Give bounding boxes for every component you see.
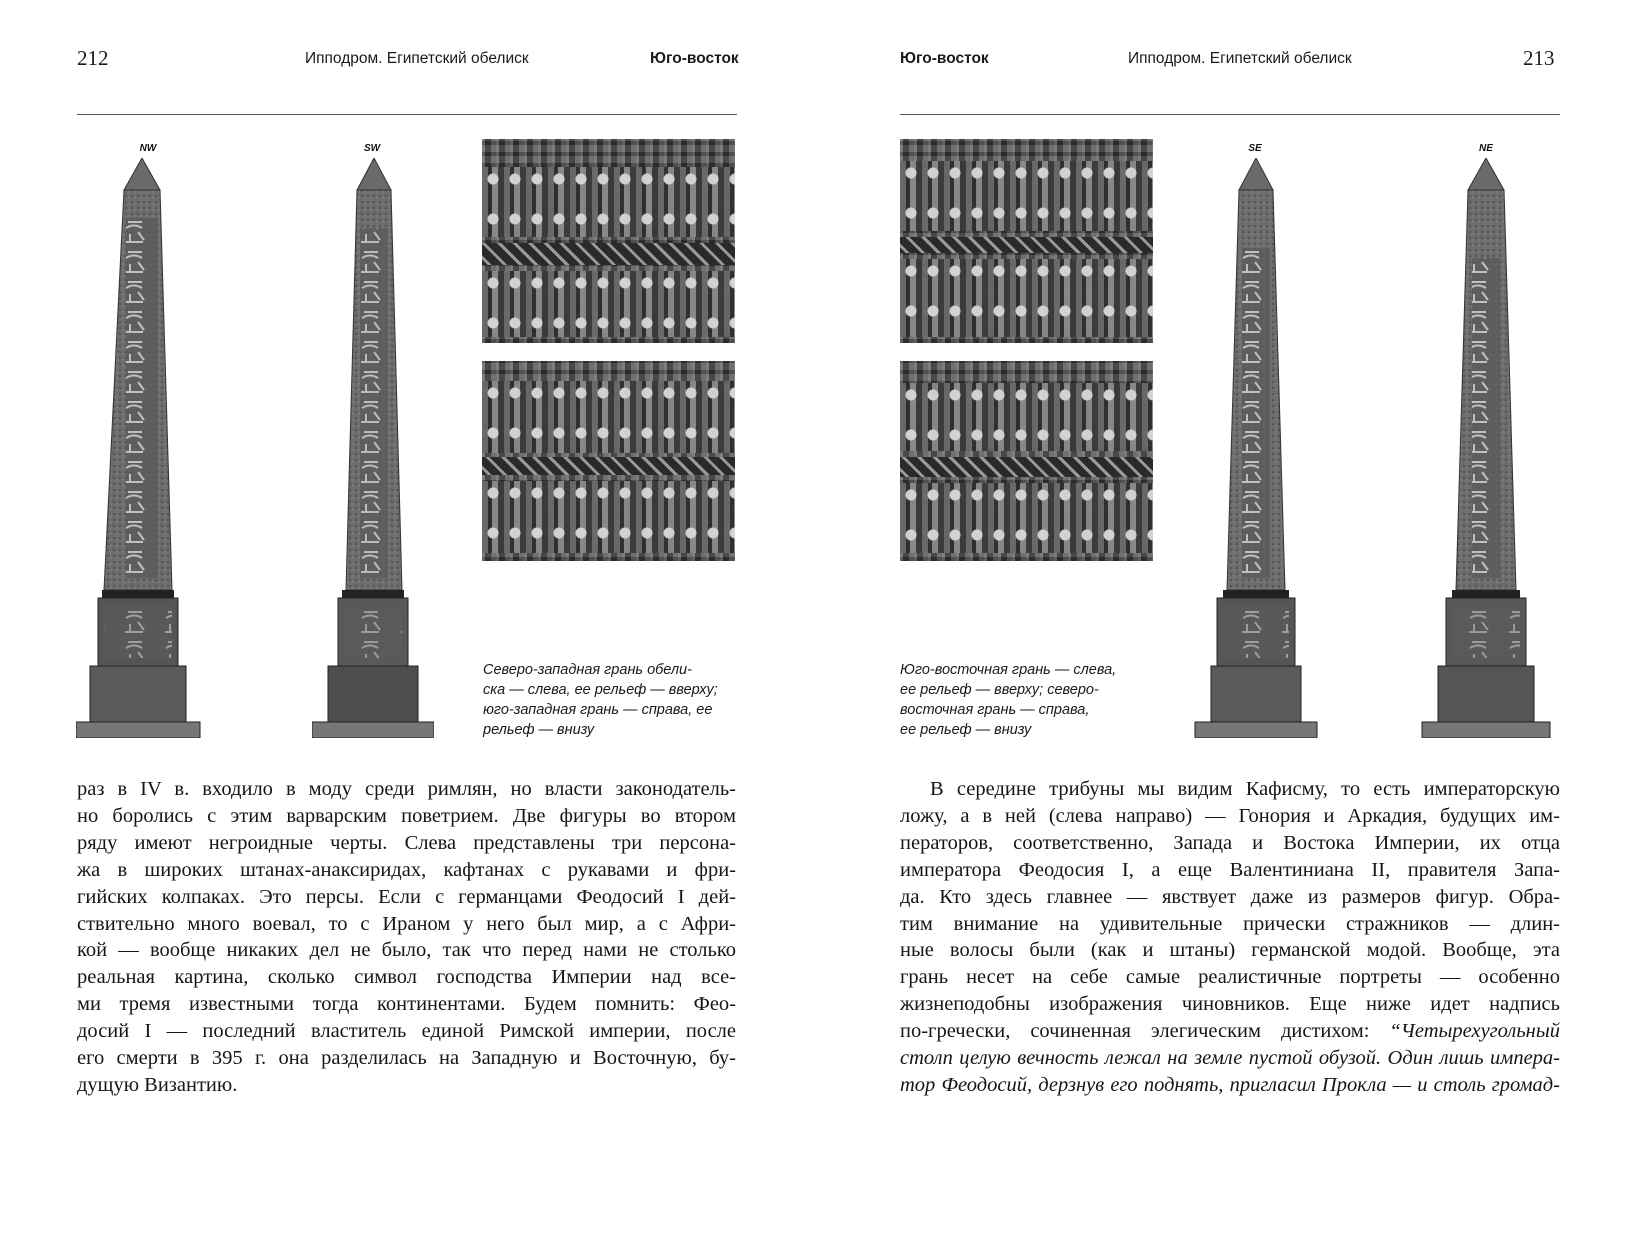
text-line: ми тремя известными тогда континентами. Будем помнить: Фео-: [77, 993, 736, 1016]
relief-photo-nw: [482, 139, 735, 343]
figure-caption: [900, 660, 1116, 740]
header-rule: [77, 114, 737, 115]
text-line: его смерти в 395 г. она разделилась на Западную и Восточную, бу-: [77, 1047, 736, 1070]
section-title: Юго-восток: [900, 50, 989, 67]
running-title: Ипподром. Египетский обелиск: [1128, 50, 1352, 67]
caption-line: ска — слева, ее рельеф — вверху;: [483, 682, 718, 698]
text-line: В середине трибуны мы видим Кафисму, то есть императорскую: [930, 778, 1560, 800]
obelisk-label-sw: SW: [363, 143, 381, 154]
text-line: гийских колпаках. Это персы. Если с германцами Феодосий I дей-: [77, 885, 736, 908]
caption-line: Северо-западная грань обели-: [483, 662, 692, 678]
text-line: дущую Византию.: [77, 1073, 238, 1096]
text-line: жизнеподобны изображения чиновников. Еще ниже идет надпись: [900, 993, 1560, 1016]
relief-photo-sw: [482, 361, 735, 561]
figure-caption: [483, 660, 718, 740]
caption-line: юго-западная грань — справа, ее: [483, 702, 713, 718]
quote-start: “Четырехугольный: [1389, 1020, 1560, 1043]
obelisk-nw-image: [76, 158, 208, 738]
header-rule: [900, 114, 1560, 115]
obelisk-sw-image: [312, 158, 434, 738]
obelisk-ne-image: [1420, 158, 1552, 738]
text-line: раз в IV в. входило в моду среди римлян, но власти законодатель-: [77, 778, 736, 800]
text-line: ператоров, соответственно, Запада и Востока Империи, их отца: [900, 831, 1560, 854]
text-line: жа в широких штанах-анаксиридах, кафтанах с рукавами и фри-: [77, 858, 736, 881]
quote-line: тор Феодосий, дерзнув его поднять, пригласил Прокла — и столь громад-: [900, 1073, 1560, 1096]
body-text: [900, 776, 1560, 1099]
relief-photo-se: [900, 139, 1153, 343]
quote-line: столп целую вечность лежал на земле пустой обузой. Один лишь импера-: [900, 1047, 1560, 1070]
text-line: [900, 1018, 1560, 1045]
caption-line: рельеф — внизу: [483, 722, 595, 738]
relief-photo-ne: [900, 361, 1153, 561]
page-number: 213: [1523, 46, 1555, 70]
obelisk-label-se: SE: [1248, 143, 1262, 154]
caption-line: восточная грань — справа,: [900, 702, 1090, 718]
caption-line: ее рельеф — вверху; северо-: [900, 682, 1099, 698]
section-title: Юго-восток: [650, 50, 739, 67]
running-title: Ипподром. Египетский обелиск: [305, 50, 529, 67]
obelisk-label-ne: NE: [1479, 143, 1493, 154]
text-line: ные волосы были (как и штаны) германской модой. Вообще, эта: [900, 939, 1560, 962]
text-line: императора Феодосия I, а еще Валентиниана II, правителя Запа-: [900, 858, 1560, 881]
text-line: да. Кто здесь главнее — явствует даже из размеров фигур. Обра-: [900, 885, 1560, 908]
body-text: [77, 776, 736, 1099]
text-line: ствительно много воевал, то с Ираном у него был мир, а с Афри-: [77, 912, 736, 935]
page-number: 212: [77, 46, 109, 70]
text-line: кой — вообще никаких дел не было, так что перед нами не столько: [77, 939, 736, 962]
caption-line: ее рельеф — внизу: [900, 722, 1032, 738]
text-line: досий I — последний властитель единой Римской империи, после: [77, 1020, 736, 1043]
text-line: ложу, а в ней (слева направо) — Гонория и Аркадия, будущих им-: [900, 804, 1560, 827]
obelisk-label-nw: NW: [139, 143, 157, 154]
right-page: [815, 0, 1630, 1252]
text-line: реальная картина, сколько символ господства Империи над все-: [77, 966, 736, 989]
text-run: по-гречески, сочиненная элегическим дистихом:: [900, 1020, 1390, 1043]
obelisk-se-image: [1193, 158, 1319, 738]
caption-line: Юго-восточная грань — слева,: [900, 662, 1117, 678]
text-line: тим внимание на удивительные прически стражников — длин-: [900, 912, 1560, 935]
text-line: но боролись с этим варварским поветрием. Две фигуры во втором: [77, 804, 736, 827]
text-line: ряду имеют негроидные черты. Слева представлены три персона-: [77, 831, 736, 854]
text-line: грань несет на себе самые реалистичные портреты — особенно: [900, 966, 1560, 989]
